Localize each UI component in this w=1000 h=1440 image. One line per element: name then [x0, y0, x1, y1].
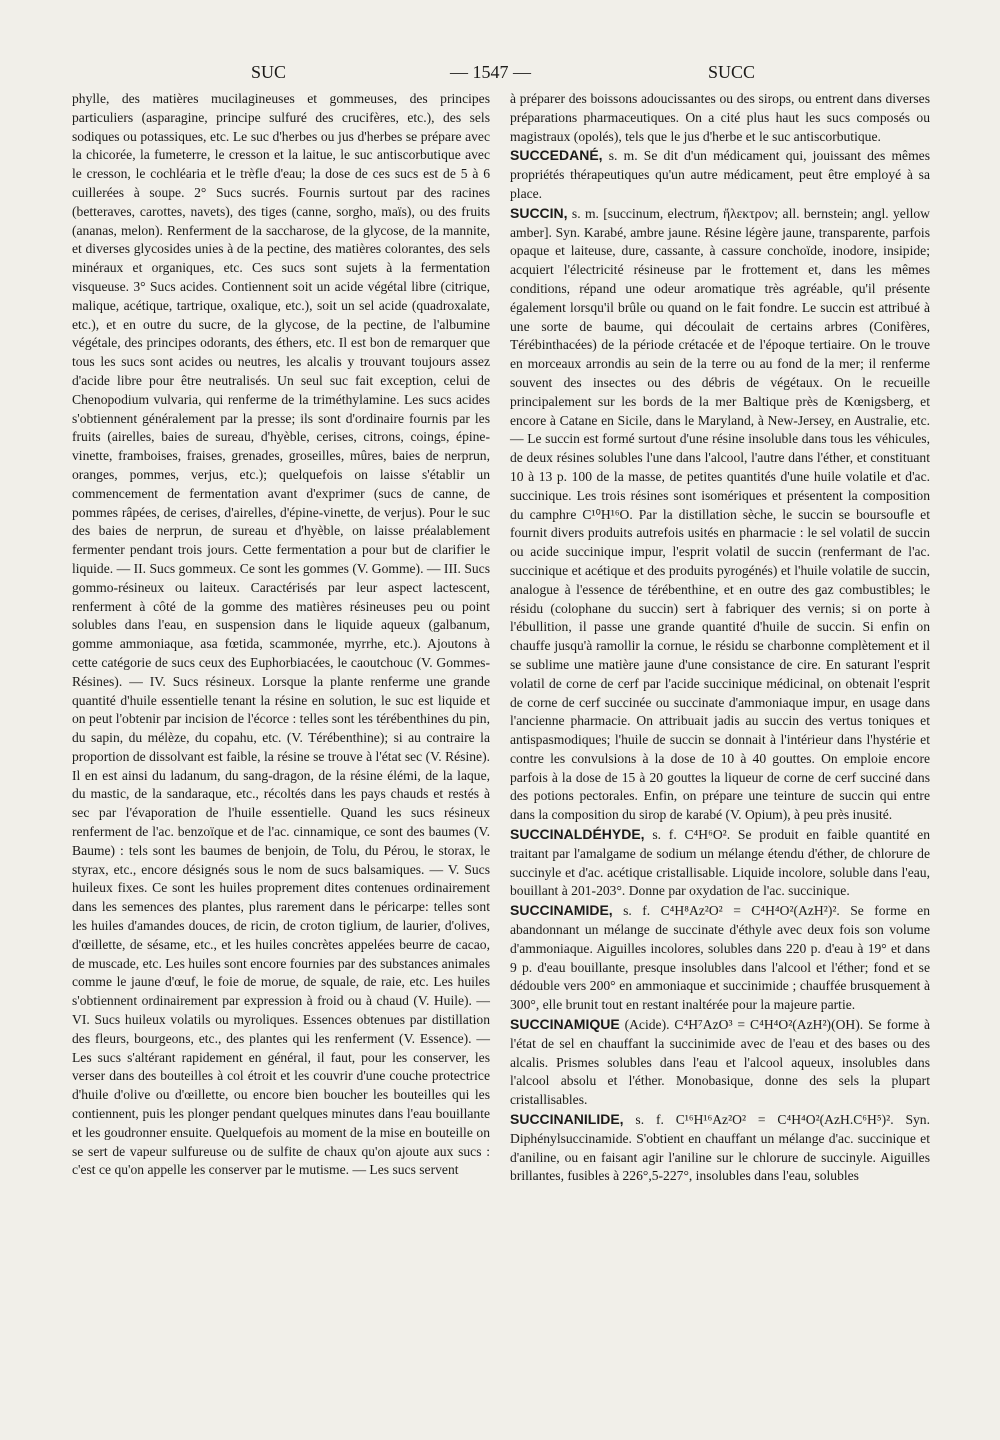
entry-body: (Acide). C⁴H⁷AzO³ = C⁴H⁴O²(AzH²)(OH). Se forme à l'état de sel en chauffant la succinimide avec de l'eau et des bases ou des alcalis. Prismes solubles dans l'eau et l'alcool aqueux, insolubles dans l'alcool absolu et l'éther. Monobasique, donne des sels la plupart cristallisables. [510, 1017, 930, 1108]
right-column [510, 90, 930, 1186]
page-number: — 1547 — [450, 62, 531, 82]
entry-head: SUCCINAMIQUE [510, 1016, 620, 1033]
left-column [72, 90, 490, 1180]
entry-body: s. m. Se dit d'un médicament qui, jouissant des mêmes propriétés thérapeutiques qu'un autre médicament, peut être employé à sa place. [510, 148, 930, 201]
entry-body: s. f. C⁴H⁸Az²O² = C⁴H⁴O²(AzH²)². Se forme en abandonnant un mélange de succinate d'éthyle avec deux fois son volume d'ammoniaque. Aiguilles incolores, solubles dans 220 p. d'eau à 19° et dans 9 p. d'eau bouillante, presque insolubles dans l'alcool et l'éther; fond et se dédouble vers 200° en ammoniaque et succinimide ; chauffée brusquement à 300°, elle brunit tout en restant inaltérée pour la majeure partie. [510, 903, 930, 1013]
entry-succinanilide [510, 1110, 930, 1186]
header-left-word: SUC [251, 62, 287, 82]
entry-head: SUCCINAMIDE, [510, 902, 613, 919]
entry-succinamique [510, 1015, 930, 1110]
entry-body: s. m. [succinum, electrum, ἤλεκτρον; all. bernstein; angl. yellow amber]. Syn. Karabé, ambre jaune. Résine légère jaune, transparente, parfois opaque et laiteuse, dure, cassante, à cassure conchoïde, inodore, insipide; acquiert l'électricité résineuse par le frottement et, dans les mêmes conditions, répand une odeur aromatique très agréable, qu'il présente également lorsqu'il brûle ou quand on le fait fondre. Le succin est attribué à une sorte de baume, qui découlait de certains arbres (Conifères, Térébinthacées) de la période crétacée et de l'époque tertiaire. On le trouve en morceaux arrondis au sein de la terre ou au fond de la mer; il renferme souvent des insectes ou des débris de végétaux. On le recueille principalement sur les bords de la mer Baltique près de Kœnigsberg, et encore à Catane en Sicile, dans le Maryland, à New-Jersey, en Australie, etc. — Le succin est formé surtout d'une résine insoluble dans tous les véhicules, de deux résines solubles l'une dans l'alcool, l'autre dans l'éther, et constituant 10 à 13 p. 100 de la masse, de petites quantités d'une huile volatile et d'ac. succinique. Les trois résines sont isomériques et présentent la composition du camphre C¹⁰H¹⁶O. Par la distillation sèche, le succin se boursoufle et fournit divers produits autrefois usités en pharmacie : le sel volatil de succin ou acide succinique impur, l'esprit volatil de succin (renfermant de l'ac. succinique et acétique et des produits pyrogénés) et l'huile volatile de succin, analogue à l'essence de térébenthine, et en outre des gaz combustibles; le résidu (colophane du succin) sert à fabriquer des vernis; si on porte à l'ébullition, il passe une grande quantité d'huile de succin. Si enfin on chauffe jusqu'à ramollir la cornue, le résidu se charbonne complètement et il se sublime une matière jaune d'une consistance de cire. En saturant l'esprit volatil de corne de cerf par l'acide succinique médicinal, on obtenait l'esprit de corne de cerf succinée ou succinate d'ammoniaque impur, en usage dans l'ancienne pharmacie. On attribuait jadis au succin des vertus toniques et antispasmodiques; l'huile de succin se donnait à l'intérieur dans l'hystérie et contre les convulsions à la dose de 10 à 40 gouttes. On emploie encore parfois à la dose de 15 à 20 gouttes la liqueur de corne de cerf succiné dans des potions pectorales. Enfin, on prépare une teinture de succin qui entre dans la composition du sirop de karabé (V. Opium), à peu près inusité. [510, 205, 930, 823]
entry-succin [510, 204, 930, 825]
entry-succinamide [510, 901, 930, 1015]
entry-body: s. f. C¹⁶H¹⁶Az²O² = C⁴H⁴O²(AzH.C⁶H⁵)². Syn. Diphénylsuccinamide. S'obtient en chauffant un mélange d'ac. succinique et d'aniline, ou en faisant agir l'aniline sur le chlorure de succinyle. Aiguilles brillantes, fusibles à 226°,5-227°, insolubles dans l'eau, solubles [510, 1112, 930, 1184]
entry-head: SUCCIN, [510, 204, 568, 221]
right-column-intro: à préparer des boissons adoucissantes ou des sirops, ou entrent dans diverses préparations pharmaceutiques. On a cité plus haut les sucs composés ou magistraux (opolés), tels que le jus d'herbe et le suc antiscorbutique. [510, 91, 930, 144]
entry-succinaldehyde [510, 825, 930, 901]
left-column-text: phylle, des matières mucilagineuses et gommeuses, des principes particuliers (asparagine, principe sulfuré des crucifères, etc.), des sels sodiques ou potassiques, etc. Le suc d'herbes ou jus d'herbes se prépare avec la chicorée, la fumeterre, le cresson et la laitue, le suc antiscorbutique avec le cresson, le cochléaria et le trèfle d'eau; la dose de ces sucs est de 5 à 6 cuillerées à soupe. 2° Sucs sucrés. Fournis surtout par des racines (betteraves, carottes, navets), des tiges (canne, sorgho, maïs), ou des fruits (ananas, melon). Renferment de la saccharose, de la glycose, de la mannite, et diverses glycosides unies à de la pectine, des matières colorantes, des sels minéraux et organiques, etc. Ces sucs sont sujets à la fermentation visqueuse. 3° Sucs acides. Contiennent soit un acide végétal libre (citrique, malique, acétique, tartrique, oxalique, etc.), soit un sel acide (quadroxalate, etc.), et en outre du sucre, de la glycose, de la pectine, de l'albumine végétale, des principes odorants, des éthers, etc. Il est bon de remarquer que tous les sucs sont acides ou neutres, les alcalis y trouvant toujours assez d'acide libre pour être neutralisés. Un seul suc fait exception, celui de Chenopodium vulvaria, qui renferme de la triméthylamine. Les sucs acides s'obtiennent généralement par la presse; ils sont d'ordinaire fournis par les fruits (airelles, baies de sureau, d'hyèble, cerises, citrons, coings, épine-vinette, framboises, fraises, grenades, groseilles, mûres, baies de nerprun, oranges, pommes, verjus, etc.); quelquefois on laisse s'établir un commencement de fermentation avant d'exprimer (sucs de canne, de pommes râpées, de cerises, d'airelles, d'épine-vinette, de verjus). Pour le suc des baies de nerprun, de sureau et d'hyèble, on laisse préalablement fermenter pendant trois jours. Cette fermentation a pour but de clarifier le liquide. — II. Sucs gommeux. Ce sont les gommes (V. Gomme). — III. Sucs gommo-résineux ou laiteux. Caractérisés par leur aspect lactescent, renferment à côté de la gomme des matières résineuses peu ou point solubles dans l'eau, en suspension dans le liquide aqueux (galbanum, gomme ammoniaque, asa fœtida, scammonée, myrrhe, etc.). Ajoutons à cette catégorie de sucs ceux des Euphorbiacées, le caoutchouc (V. Gommes-Résines). — IV. Sucs résineux. Lorsque la plante renferme une grande quantité d'huile essentielle tenant la résine en solution, le suc est liquide et on peut l'obtenir par incision de l'écorce : telles sont les térébenthines du pin, du sapin, du mélèze, du copahu, etc. (V. Térébenthine); si au contraire la proportion de dissolvant est faible, la résine se trouve à l'état sec (V. Résine). Il en est ainsi du ladanum, du sang-dragon, de la résine élémi, de la laque, du mastic, de la sandaraque, etc., récoltés dans les pays chauds et restés à sec par l'évaporation de l'huile essentielle. Quand les sucs résineux renferment de l'ac. benzoïque et de l'ac. cinnamique, ce sont des baumes (V. Baume) : tels sont les baumes de benjoin, de Tolu, du Pérou, le storax, le styrax, etc., encore désignés sous le nom de sucs balsamiques. — V. Sucs huileux fixes. Ce sont les huiles proprement dites contenues ordinairement dans les semences des plantes, plus rarement dans le péricarpe: telles sont les huiles d'amandes douces, de ricin, de croton tiglium, de laurier, d'olives, d'œillette, de sésame, etc., et les huiles concrètes appelées beurre de cacao, de muscade, etc. Les huiles sont encore fournies par des substances animales comme le jaune d'œuf, le foie de morue, de squale, de raie, etc. Les huiles s'obtiennent ordinairement par expression à froid ou à chaud (V. Huile). — VI. Sucs huileux volatils ou myroliques. Essences obtenues par distillation des fleurs, bourgeons, etc., des plantes qui les renferment (V. Essence). — Les sucs s'altérant rapidement en général, il faut, pour les conserver, les verser dans des bouteilles à col étroit et les couvrir d'une couche protectrice d'huile d'olive ou d'œillette, ou encore bien boucher les bouteilles qui les contiennent, puis les plonger pendant quelques minutes dans l'eau bouillante et les goudronner ensuite. Quelquefois au moment de la mise en bouteille on se sert de vapeur sulfureuse ou de sulfite de chaux qu'on ajoute aux sucs : c'est ce qu'on appelle les conserver par le mutisme. — Les sucs servent [72, 91, 490, 1178]
entry-body: s. f. C⁴H⁶O². Se produit en faible quantité en traitant par l'amalgame de sodium un mélange étendu d'éther, de chlorure de succinyle et d'ac. acétique cristallisable. Liquide incolore, soluble dans l'eau, bouillant à 201-203°. Donne par oxydation de l'ac. succinique. [510, 827, 930, 899]
entry-succedane [510, 146, 930, 203]
page-header [0, 62, 1000, 86]
entry-head: SUCCINANILIDE, [510, 1111, 624, 1128]
header-right-word: SUCC [708, 62, 756, 82]
entry-head: SUCCINALDÉHYDE, [510, 826, 645, 843]
entry-head: SUCCEDANÉ, [510, 147, 603, 164]
